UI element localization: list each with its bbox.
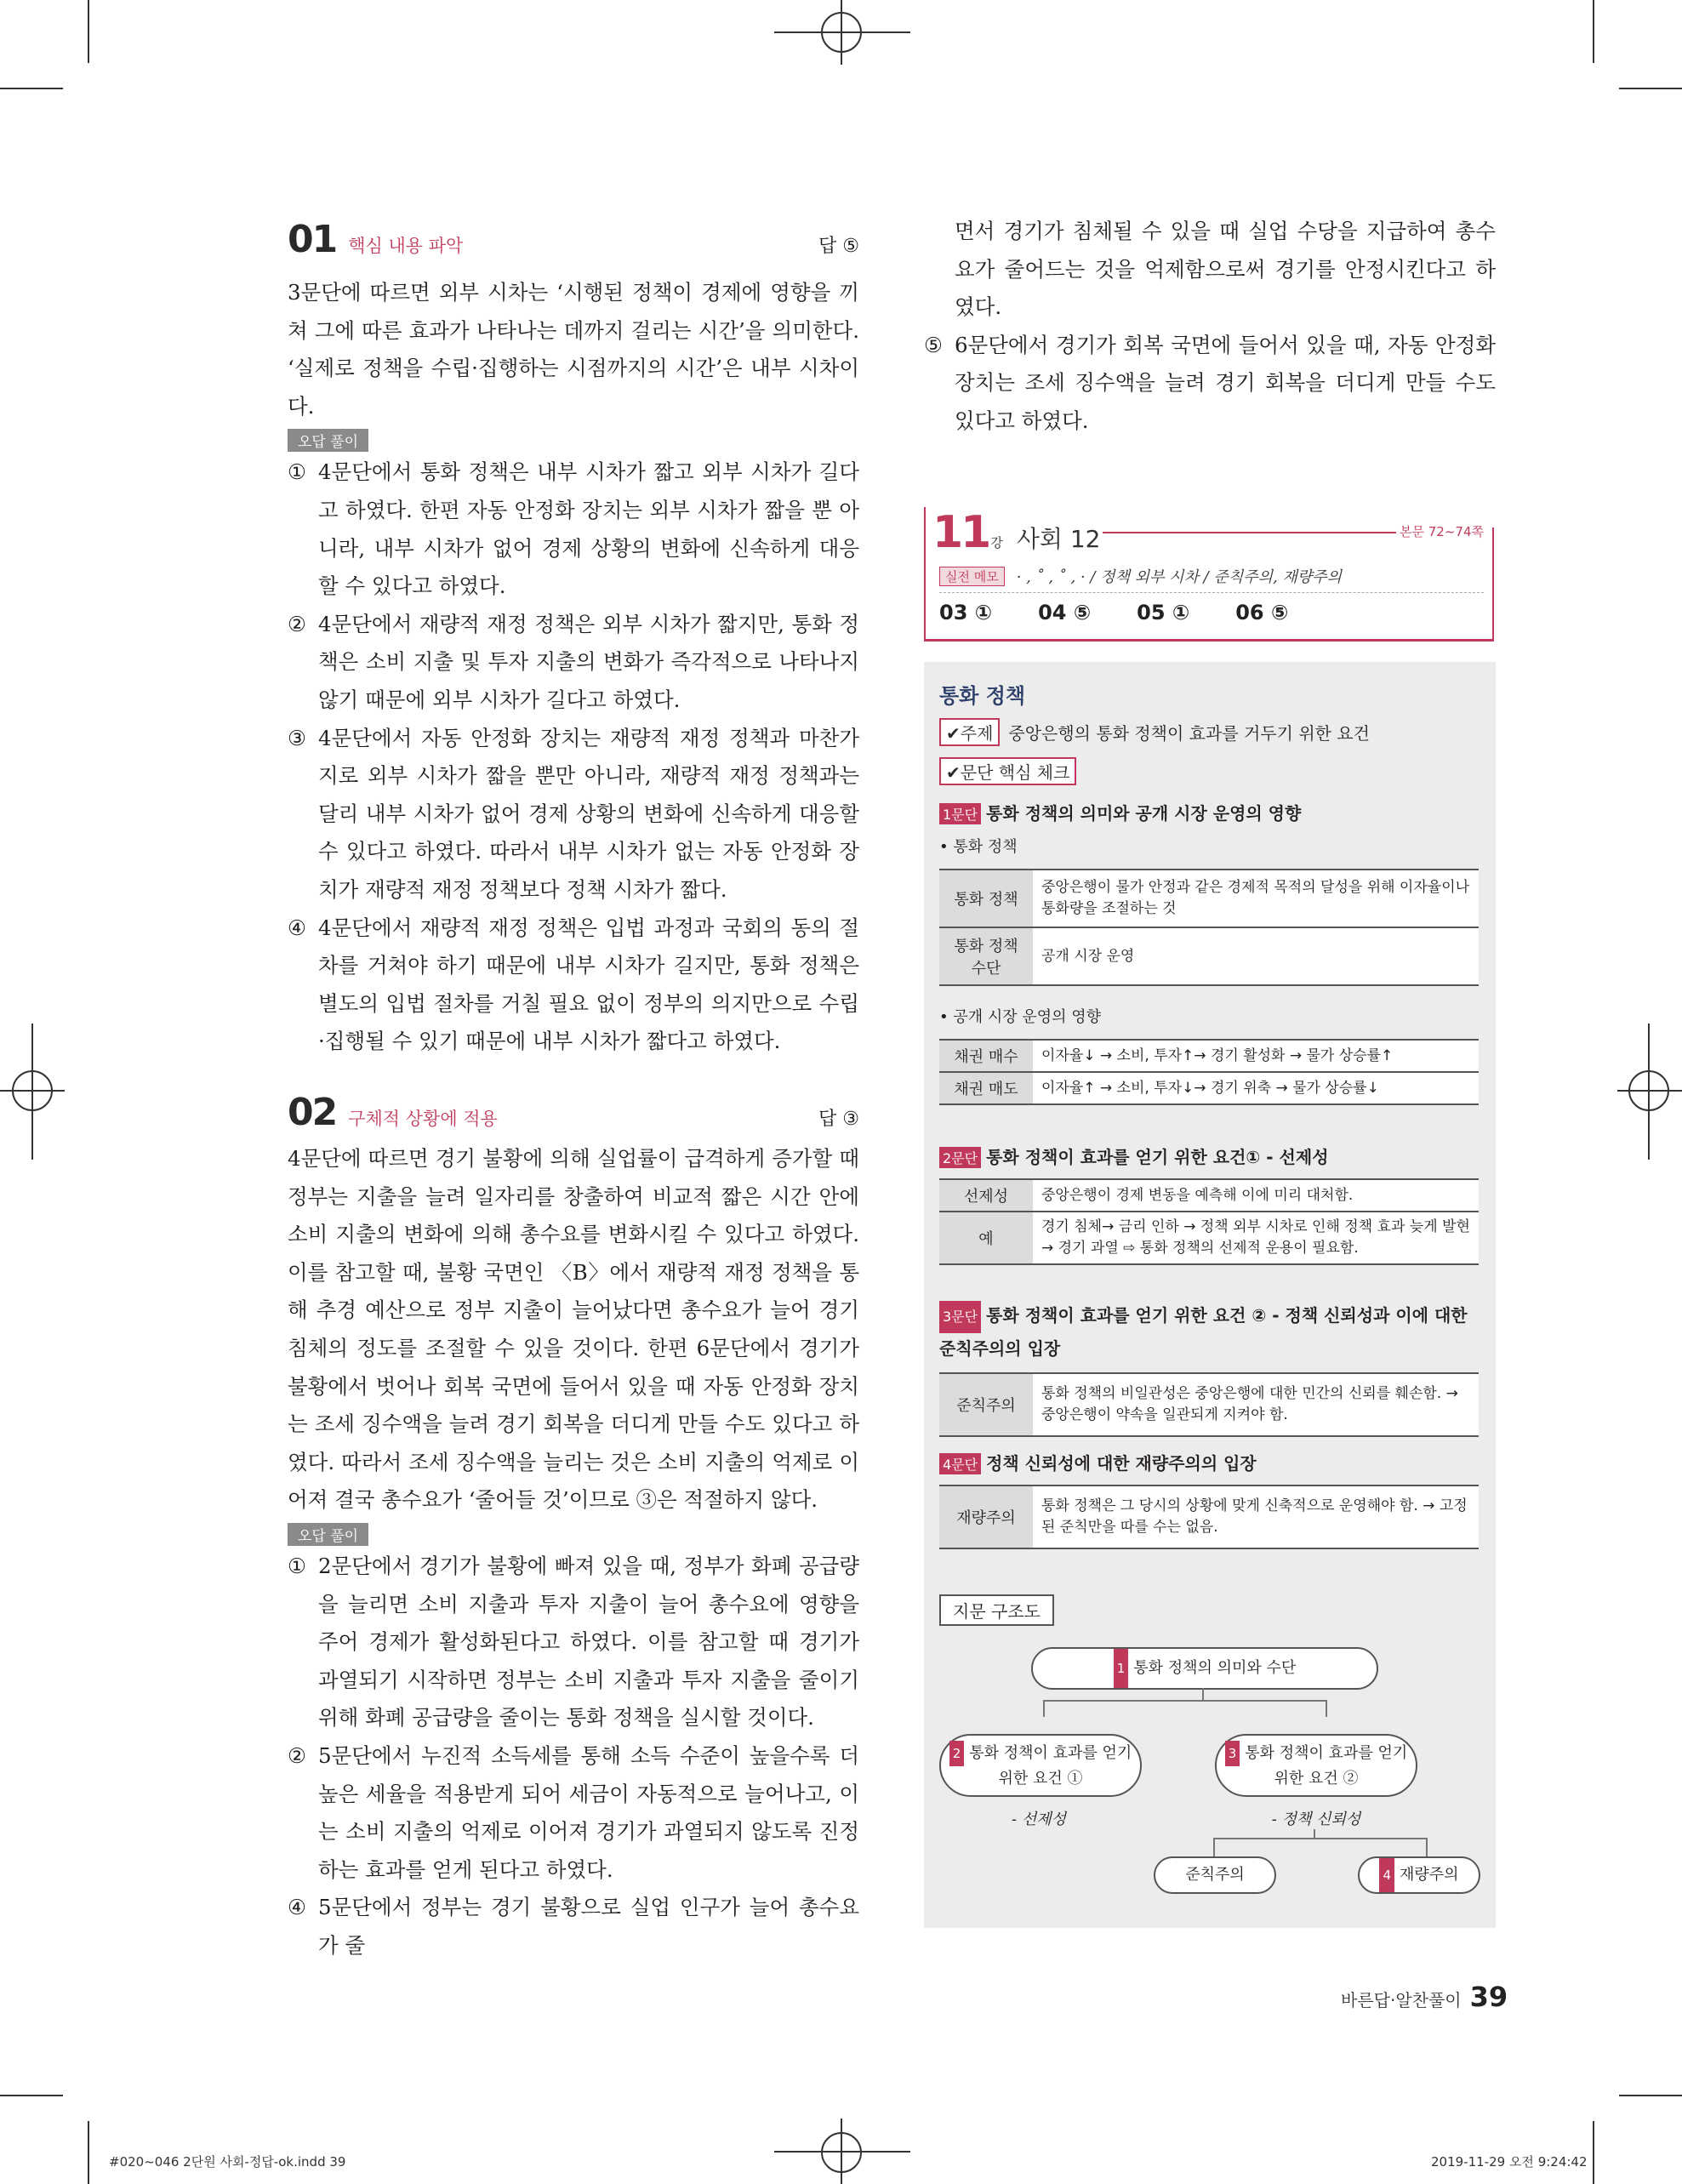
theme-text: 중앙은행의 통화 정책이 효과를 거두기 위한 요건 — [1008, 723, 1370, 744]
structure-subtext: - 선제성 — [1012, 1810, 1066, 1828]
summary-panel — [924, 662, 1496, 1928]
lesson-answer-box — [924, 507, 1494, 642]
summary-table: 채권 매수 이자율↓ → 소비, 투자↑→ 경기 활성화 → 물가 상승률↑ 채권 매도 이자율↑ → 소비, 투자↓→ 경기 위축 → 물가 상승률↓ — [939, 1039, 1479, 1105]
structure-node: 4 재량주의 — [1358, 1856, 1480, 1894]
page-number: 39 — [1469, 1981, 1508, 2013]
paragraph-3: 3문단 통화 정책이 효과를 얻기 위한 요건 ② - 정책 신뢰성과 이에 대한 준칙주의의 입장 준칙주의 통화 정책의 비일관성은 중앙은행에 대한 민간의 신뢰를 훼손함. → 중앙은행이 약속을 일관되게 지켜야 함. — [939, 1300, 1480, 1437]
paragraph-4: 4문단 정책 신뢰성에 대한 재량주의의 입장 재량주의 통화 정책은 그 당시의 상황에 맞게 신축적으로 운영해야 함. → 고정된 준칙만을 따를 수는 없음. — [939, 1450, 1480, 1549]
option-item: ② 5문단에서 누진적 소득세를 통해 소득 수준이 높을수록 더 높은 세율을 적용받게 되어 세금이 자동적으로 늘어나고, 이는 소비 지출의 억제로 이어져 경기가 과열되지 않도록 진정하는 효과를 얻게 된다고 하였다. — [288, 1742, 859, 1882]
question-type: 구체적 상황에 적용 — [348, 1109, 498, 1129]
question-01-header — [288, 218, 859, 261]
answer-item: 03 ① — [939, 601, 993, 624]
lesson-unit: 강 — [990, 535, 1003, 550]
lesson-subject: 사회 12 — [1016, 525, 1101, 553]
structure-node: 3 통화 정책이 효과를 얻기 위한 요건 ② — [1215, 1734, 1417, 1797]
print-timestamp: 2019-11-29 오전 9:24:42 — [1431, 2154, 1588, 2170]
paragraph-check-label: ✔문단 핵심 체크 — [939, 757, 1076, 785]
answer-label: 답 ⑤ — [818, 236, 859, 257]
option-item: ⑤ 6문단에서 경기가 회복 국면에 들어서 있을 때, 자동 안정화 장치는 조세 징수액을 늘려 경기 회복을 더디게 만들 수도 있다고 하였다. — [924, 332, 1496, 433]
page-range: 본문 72~74쪽 — [1396, 522, 1487, 540]
page-footer — [1341, 1981, 1508, 2013]
theme-label: ✔주제 — [939, 718, 1000, 746]
summary-table: 재량주의 통화 정책은 그 당시의 상황에 맞게 신축적으로 운영해야 함. → 고정된 준칙만을 따를 수는 없음. — [939, 1485, 1479, 1549]
footer-label: 바른답·알찬풀이 — [1341, 1990, 1462, 2010]
question-02-header — [288, 1091, 859, 1134]
option-item: ② 4문단에서 재량적 재정 정책은 외부 시차가 짧지만, 통화 정책은 소비 지출 및 투자 지출의 변화가 즉각적으로 나타나지 않기 때문에 외부 시차가 길다고 하였다. — [288, 611, 859, 712]
option-item: ③ 4문단에서 자동 안정화 장치는 재량적 재정 정책과 마찬가지로 외부 시차가 짧을 뿐만 아니라, 재량적 재정 정책과는 달리 내부 시차가 없어 경제 상황의 변화에 신속하게 대응할 수 있다고 하였다. 따라서 내부 시차가 없는 자동 안정화 장치가 재량적 재정 정책보다 정책 시차가 짧다. — [288, 725, 859, 902]
file-slug: #020~046 2단원 사회-정답-ok.indd 39 — [109, 2154, 346, 2170]
answer-item: 06 ⑤ — [1235, 601, 1289, 624]
wrong-answer-tag: 오답 풀이 — [288, 1523, 368, 1546]
memo-label: 실전 메모 — [939, 567, 1005, 586]
structure-node: 1 통화 정책의 의미와 수단 — [1031, 1647, 1378, 1690]
structure-label: 지문 구조도 — [939, 1594, 1054, 1626]
answer-item: 04 ⑤ — [1038, 601, 1092, 624]
option-item: ④ 5문단에서 정부는 경기 불황으로 실업 인구가 늘어 총수요가 줄 — [288, 1895, 859, 1958]
continued-explanation — [924, 213, 1496, 441]
paragraph-1: 1문단 통화 정책의 의미와 공개 시장 운영의 영향 • 통화 정책 통화 정책 중앙은행이 물가 안정과 같은 경제적 목적의 달성을 위해 이자율이나 통화량을 조절하는 것 통화 정책 수단 공개 시장 운영 • 공개 시장 운영의 영향 채권 매수 이자율↓ → 소비, 투자↑→ 경기 활성화 → 물가 상승률↑ 채권 매도 이자율↑ → 소비, 투자↓→ 경기 위축 → 물가 상승률↓ — [939, 800, 1480, 1105]
paragraph-2: 2문단 통화 정책이 효과를 얻기 위한 요건① - 선제성 선제성 중앙은행이 경제 변동을 예측해 이에 미리 대처함. 예 경기 침체→ 금리 인하 → 정책 외부 시차로 인해 정책 효과 늦게 발현 → 경기 과열 ⇨ 통화 정책의 선제적 운용이 필요함. — [939, 1143, 1480, 1265]
question-01-explanation — [288, 274, 859, 1061]
question-number: 02 — [288, 1091, 337, 1134]
summary-table: 선제성 중앙은행이 경제 변동을 예측해 이에 미리 대처함. 예 경기 침체→ 금리 인하 → 정책 외부 시차로 인해 정책 효과 늦게 발현 → 경기 과열 ⇨ 통화 정책의 선제적 운용이 필요함. — [939, 1178, 1479, 1265]
answer-item: 05 ① — [1137, 601, 1190, 624]
option-item: ① 2문단에서 경기가 불황에 빠져 있을 때, 정부가 화폐 공급량을 늘리면 소비 지출과 투자 지출이 늘어 총수요에 영향을 주어 경제가 활성화된다고 하였다. 이를 참고할 때 경기가 과열되기 시작하면 정부는 소비 지출과 투자 지출을 줄이기 위해 화폐 공급량을 줄이는 통화 정책을 실시할 것이다. — [288, 1553, 859, 1731]
question-type: 핵심 내용 파악 — [348, 236, 464, 256]
structure-node: 준칙주의 — [1154, 1856, 1276, 1894]
continued-text: 면서 경기가 침체될 수 있을 때 실업 수당을 지급하여 총수요가 줄어드는 것을 억제함으로써 경기를 안정시킨다고 하였다. — [955, 219, 1496, 320]
wrong-answer-tag: 오답 풀이 — [288, 429, 368, 452]
summary-table: 통화 정책 중앙은행이 물가 안정과 같은 경제적 목적의 달성을 위해 이자율이나 통화량을 조절하는 것 통화 정책 수단 공개 시장 운영 — [939, 869, 1479, 986]
explanation-text: 3문단에 따르면 외부 시차는 ‘시행된 정책이 경제에 영향을 끼쳐 그에 따른 효과가 나타나는 데까지 걸리는 시간’을 의미한다. ‘실제로 정책을 수립·집행하는 시점까지의 시간’은 내부 시차이다. — [288, 280, 859, 419]
structure-subtext: - 정책 신뢰성 — [1271, 1810, 1361, 1828]
memo-text: · , ˚ , ˚ , · / 정책 외부 시차 / 준칙주의, 재량주의 — [1016, 568, 1343, 586]
structure-node: 2 통화 정책이 효과를 얻기 위한 요건 ① — [939, 1734, 1142, 1797]
option-item: ① 4문단에서 통화 정책은 내부 시차가 짧고 외부 시차가 길다고 하였다. 한편 자동 안정화 장치는 외부 시차가 짧을 뿐 아니라, 내부 시차가 없어 경제 상황의 변화에 신속하게 대응할 수 있다고 하였다. — [288, 459, 859, 599]
summary-title: 통화 정책 — [939, 684, 1026, 708]
question-02-explanation — [288, 1140, 859, 1964]
summary-table: 준칙주의 통화 정책의 비일관성은 중앙은행에 대한 민간의 신뢰를 훼손함. → 중앙은행이 약속을 일관되게 지켜야 함. — [939, 1372, 1479, 1437]
answer-label: 답 ③ — [818, 1109, 859, 1130]
lesson-number: 11 — [932, 507, 989, 558]
explanation-text: 4문단에 따르면 경기 불황에 의해 실업률이 급격하게 증가할 때 정부는 지출을 늘려 일자리를 창출하여 비교적 짧은 시간 안에 소비 지출의 변화에 의해 총수요를 변화시킬 수 있다고 하였다. 이를 참고할 때, 불황 국면인 〈B〉에서 재량적 재정 정책을 통해 추경 예산으로 정부 지출이 늘어났다면 총수요가 늘어 경기 침체의 정도를 조절할 수 있을 것이다. 한편 6문단에서 경기가 불황에서 벗어나 회복 국면에 들어서 있을 때 자동 안정화 장치는 조세 징수액을 늘려 경기 회복을 더디게 만들 수도 있다고 하였다. 따라서 조세 징수액을 늘리는 것은 소비 지출의 억제로 이어져 결국 총수요가 ‘줄어들 것’이므로 ③은 적절하지 않다. — [288, 1146, 859, 1513]
option-item: ④ 4문단에서 재량적 재정 정책은 입법 과정과 국회의 동의 절차를 거쳐야 하기 때문에 내부 시차가 길지만, 통화 정책은 별도의 입법 절차를 거칠 필요 없이 정부의 의지만으로 수립·집행될 수 있기 때문에 내부 시차가 짧다고 하였다. — [288, 915, 859, 1054]
answer-list — [939, 601, 1288, 624]
question-number: 01 — [288, 218, 337, 261]
